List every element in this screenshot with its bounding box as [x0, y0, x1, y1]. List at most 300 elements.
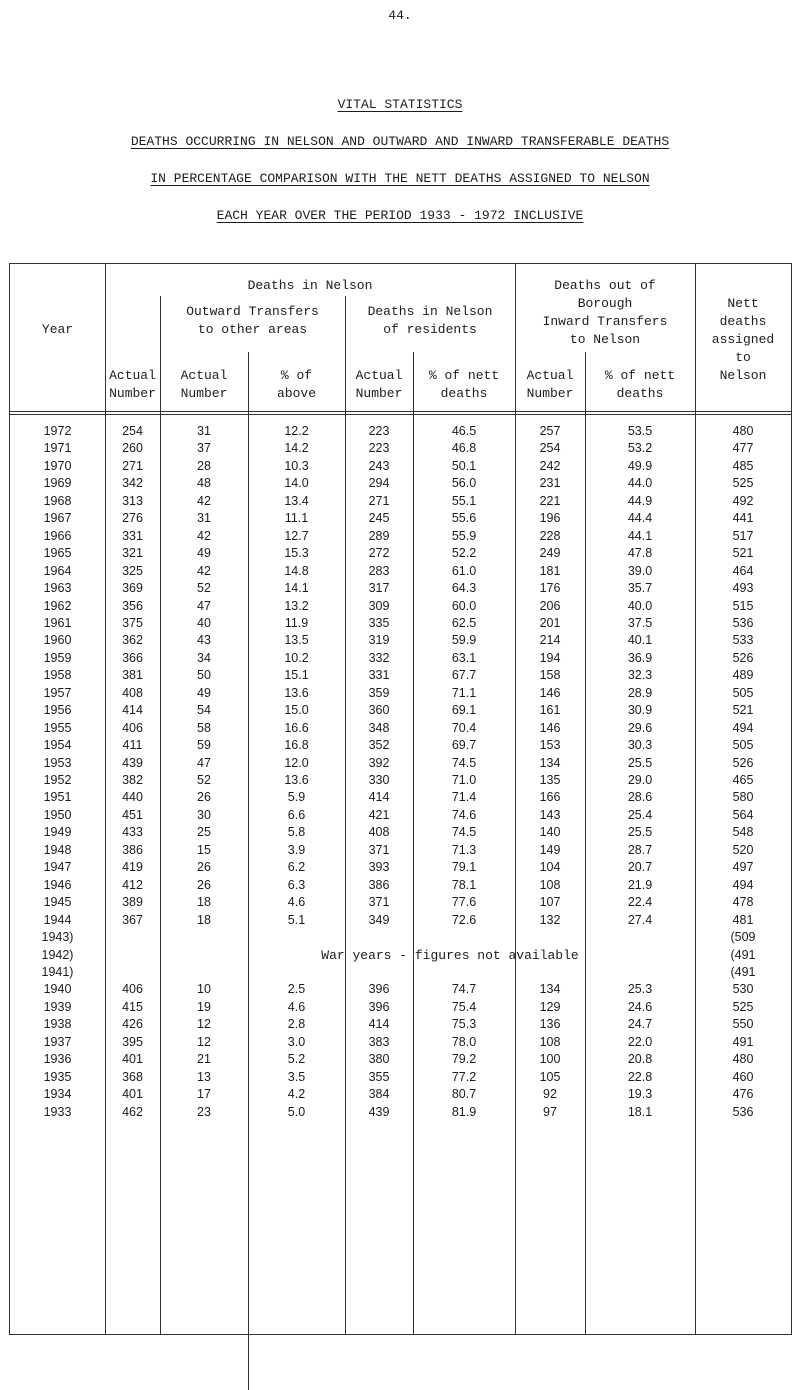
cell-outward-number: 42 — [197, 493, 211, 508]
cell-res-pct: 69.1 — [451, 703, 477, 718]
header-number-2: Number — [180, 386, 228, 401]
cell-year: 1933 — [43, 1104, 72, 1119]
table-row — [10, 860, 791, 878]
cell-inward-number: 228 — [539, 528, 561, 543]
cell-outward-number: 26 — [197, 860, 211, 875]
cell-res-number: 439 — [368, 1104, 390, 1119]
cell-res-pct: 74.6 — [451, 807, 477, 822]
cell-actual-number: 408 — [122, 685, 143, 700]
table-row — [10, 773, 791, 791]
cell-res-pct: 71.3 — [451, 842, 477, 857]
header-deaths-nett: deaths — [719, 314, 767, 329]
cell-inward-pct: 49.9 — [627, 458, 653, 473]
cell-year: 1970 — [43, 458, 72, 473]
cell-res-number: 319 — [368, 633, 390, 648]
cell-outward-pct: 2.8 — [287, 1017, 306, 1032]
cell-res-pct: 71.4 — [451, 790, 477, 805]
cell-year: 1940 — [43, 982, 72, 997]
cell-inward-pct: 25.5 — [627, 755, 653, 770]
cell-res-pct: 77.6 — [451, 895, 477, 910]
cell-res-number: 421 — [368, 807, 390, 822]
cell-year: 1967 — [43, 511, 72, 526]
cell-inward-number: 206 — [539, 598, 561, 613]
cell-res-number: 386 — [368, 877, 390, 892]
cell-nett: 580 — [732, 790, 754, 805]
cell-outward-number: 52 — [197, 581, 211, 596]
cell-outward-pct: 5.0 — [287, 1104, 306, 1119]
table-row — [10, 895, 791, 913]
cell-inward-pct: 44.0 — [627, 476, 653, 491]
cell-outward-pct: 13.5 — [284, 633, 309, 648]
cell-res-pct: 63.1 — [451, 650, 477, 665]
cell-outward-pct: 16.6 — [284, 720, 309, 735]
cell-outward-number: 34 — [197, 650, 211, 665]
cell-outward-pct: 10.3 — [284, 458, 309, 473]
cell-year: 1958 — [43, 668, 72, 683]
cell-nett: 478 — [732, 895, 754, 910]
cell-actual-number: 254 — [122, 424, 143, 438]
cell-nett: 536 — [732, 1104, 754, 1119]
cell-outward-number: 40 — [197, 615, 211, 630]
cell-year: 1955 — [43, 720, 72, 735]
cell-actual-number: 368 — [122, 1069, 143, 1084]
cell-year: 1972 — [43, 424, 72, 438]
cell-res-number: 223 — [368, 424, 390, 438]
cell-res-pct: 46.5 — [451, 424, 477, 438]
cell-outward-number: 42 — [197, 563, 211, 578]
cell-res-pct: 78.1 — [451, 877, 477, 892]
cell-year: 1934 — [43, 1087, 72, 1102]
cell-res-pct: 64.3 — [451, 581, 477, 596]
cell-inward-number: 149 — [539, 842, 561, 857]
cell-inward-pct: 30.9 — [627, 703, 653, 718]
cell-year: 1944 — [43, 912, 72, 927]
cell-outward-number: 18 — [197, 895, 211, 910]
cell-nett: 476 — [732, 1087, 754, 1102]
header-deaths-residents: Deaths in Nelson — [367, 304, 493, 319]
table-row — [10, 564, 791, 582]
cell-res-pct: 79.2 — [451, 1052, 477, 1067]
cell-nett: 550 — [732, 1017, 754, 1032]
table-row — [10, 843, 791, 861]
cell-res-pct: 61.0 — [451, 563, 477, 578]
cell-outward-number: 47 — [197, 755, 211, 770]
cell-inward-pct: 47.8 — [627, 546, 653, 561]
cell-outward-number: 43 — [197, 633, 211, 648]
cell-res-number: 335 — [368, 615, 390, 630]
cell-res-pct: 69.7 — [451, 738, 477, 753]
cell-outward-pct: 12.0 — [284, 755, 309, 770]
cell-nett: 505 — [732, 738, 754, 753]
cell-year: 1936 — [43, 1052, 72, 1067]
cell-year: 1937 — [43, 1034, 72, 1049]
cell-outward-pct: 3.0 — [287, 1034, 306, 1049]
cell-outward-number: 49 — [197, 685, 211, 700]
cell-res-number: 396 — [368, 999, 390, 1014]
header-pct-of: % of — [280, 368, 313, 383]
page-number: 44. — [388, 8, 412, 23]
cell-outward-number: 26 — [197, 790, 211, 805]
cell-inward-pct: 40.1 — [627, 633, 653, 648]
table-row — [10, 459, 791, 477]
table-row — [10, 721, 791, 739]
header-actual-3: Actual — [355, 368, 403, 383]
cell-outward-pct: 13.4 — [284, 493, 309, 508]
cell-actual-number: 369 — [122, 581, 143, 596]
subtitle-line-2: IN PERCENTAGE COMPARISON WITH THE NETT DEATHS ASSIGNED TO NELSON — [150, 171, 650, 186]
header-to-nelson: to Nelson — [569, 332, 641, 347]
cell-res-number: 330 — [368, 773, 390, 787]
cell-res-number: 243 — [368, 458, 390, 473]
cell-res-number: 349 — [368, 912, 390, 927]
cell-res-number: 414 — [368, 1017, 390, 1032]
cell-res-number: 332 — [368, 650, 390, 665]
cell-res-pct: 71.1 — [451, 685, 477, 700]
cell-outward-number: 13 — [197, 1069, 211, 1084]
cell-year: 1957 — [43, 685, 72, 700]
cell-inward-pct: 35.7 — [627, 581, 653, 596]
cell-outward-number: 12 — [197, 1034, 211, 1049]
cell-inward-number: 135 — [539, 773, 561, 787]
cell-inward-number: 129 — [539, 999, 561, 1014]
header-divider-double — [10, 414, 791, 415]
cell-res-number: 414 — [368, 790, 390, 805]
cell-outward-pct: 14.0 — [284, 476, 309, 491]
table-row — [10, 546, 791, 564]
cell-inward-number: 92 — [543, 1087, 557, 1102]
cell-nett: 485 — [732, 458, 754, 473]
cell-nett: 480 — [732, 1052, 754, 1067]
cell-outward-pct: 14.1 — [284, 581, 309, 596]
cell-res-number: 348 — [368, 720, 390, 735]
cell-inward-pct: 53.5 — [627, 424, 653, 438]
cell-inward-pct: 53.2 — [627, 441, 653, 456]
cell-inward-number: 176 — [539, 581, 561, 596]
cell-outward-pct: 2.5 — [287, 982, 306, 997]
table-row — [10, 982, 791, 1000]
cell-actual-number: 313 — [122, 493, 143, 508]
cell-nett: 491 — [732, 1034, 754, 1049]
cell-res-pct: 55.1 — [451, 493, 477, 508]
cell-outward-number: 48 — [197, 476, 211, 491]
cell-year: 1950 — [43, 807, 72, 822]
table-row — [10, 633, 791, 651]
table-row — [10, 738, 791, 756]
cell-actual-number: 386 — [122, 842, 143, 857]
cell-inward-number: 136 — [539, 1017, 561, 1032]
cell-year: 1943) — [41, 930, 74, 945]
cell-nett: 465 — [732, 773, 754, 787]
cell-res-pct: 78.0 — [451, 1034, 477, 1049]
cell-nett: 515 — [732, 598, 754, 613]
cell-actual-number: 412 — [122, 877, 143, 892]
cell-res-number: 294 — [368, 476, 390, 491]
cell-res-number: 355 — [368, 1069, 390, 1084]
cell-res-number: 396 — [368, 982, 390, 997]
cell-nett: 517 — [732, 528, 754, 543]
cell-actual-number: 411 — [122, 738, 143, 753]
cell-res-number: 371 — [368, 842, 390, 857]
header-deaths-1: deaths — [440, 386, 488, 401]
cell-res-number: 384 — [368, 1087, 390, 1102]
cell-inward-number: 254 — [539, 441, 561, 456]
table-row — [10, 808, 791, 826]
cell-outward-pct: 15.1 — [284, 668, 309, 683]
cell-res-pct: 62.5 — [451, 615, 477, 630]
cell-inward-number: 134 — [539, 755, 561, 770]
cell-res-pct: 75.3 — [451, 1017, 477, 1032]
header-outward-transfers: Outward Transfers — [186, 304, 319, 319]
cell-res-pct: 55.9 — [451, 528, 477, 543]
cell-res-pct: 67.7 — [451, 668, 477, 683]
cell-actual-number: 271 — [122, 458, 143, 473]
cell-year: 1951 — [43, 790, 72, 805]
header-inward-transfers: Inward Transfers — [542, 314, 668, 329]
cell-actual-number: 433 — [122, 825, 143, 840]
cell-res-pct: 72.6 — [451, 912, 477, 927]
header-number-3: Number — [355, 386, 403, 401]
cell-nett: 564 — [732, 807, 754, 822]
cell-actual-number: 381 — [122, 668, 143, 683]
cell-outward-pct: 4.2 — [287, 1087, 306, 1102]
cell-inward-number: 143 — [539, 807, 561, 822]
cell-res-number: 331 — [368, 668, 390, 683]
cell-actual-number: 440 — [122, 790, 143, 805]
war-years-note: War years - figures not available — [321, 947, 579, 963]
cell-inward-number: 161 — [539, 703, 561, 718]
table-row — [10, 790, 791, 808]
cell-year: 1959 — [43, 650, 72, 665]
cell-outward-pct: 6.2 — [287, 860, 306, 875]
cell-year: 1935 — [43, 1069, 72, 1084]
cell-outward-number: 25 — [197, 825, 211, 840]
cell-res-number: 272 — [368, 546, 390, 561]
cell-inward-pct: 24.7 — [627, 1017, 653, 1032]
table-row — [10, 529, 791, 547]
header-actual-4: Actual — [526, 368, 574, 383]
cell-actual-number: 401 — [122, 1087, 143, 1102]
cell-actual-number: 389 — [122, 895, 143, 910]
cell-inward-number: 134 — [539, 982, 561, 997]
header-deaths-out: Deaths out of — [554, 278, 656, 293]
table-row — [10, 668, 791, 686]
cell-res-pct: 74.5 — [451, 755, 477, 770]
cell-res-number: 408 — [368, 825, 390, 840]
cell-outward-number: 28 — [197, 458, 211, 473]
cell-res-pct: 80.7 — [451, 1087, 477, 1102]
cell-actual-number: 426 — [122, 1017, 143, 1032]
header-assigned: assigned — [711, 332, 775, 347]
cell-inward-pct: 20.8 — [627, 1052, 653, 1067]
cell-res-number: 392 — [368, 755, 390, 770]
cell-actual-number: 406 — [122, 982, 143, 997]
cell-actual-number: 331 — [122, 528, 143, 543]
cell-outward-pct: 12.2 — [284, 424, 309, 438]
cell-outward-number: 15 — [197, 842, 211, 857]
cell-res-pct: 55.6 — [451, 511, 477, 526]
table-row — [10, 913, 791, 931]
table-row — [10, 511, 791, 529]
cell-outward-pct: 3.5 — [287, 1069, 306, 1084]
cell-nett: 520 — [732, 842, 754, 857]
cell-inward-number: 97 — [543, 1104, 557, 1119]
cell-inward-number: 196 — [539, 511, 561, 526]
cell-year: 1949 — [43, 825, 72, 840]
cell-nett: 505 — [732, 685, 754, 700]
cell-outward-pct: 10.2 — [284, 650, 309, 665]
table-row — [10, 825, 791, 843]
header-nett: Nett — [727, 296, 759, 311]
table-row — [10, 756, 791, 774]
cell-res-pct: 60.0 — [451, 598, 477, 613]
vital-statistics-table — [9, 263, 792, 1335]
cell-year: 1946 — [43, 877, 72, 892]
cell-year: 1962 — [43, 598, 72, 613]
cell-outward-pct: 14.8 — [284, 563, 309, 578]
cell-inward-pct: 18.1 — [627, 1104, 653, 1119]
cell-res-pct: 74.7 — [451, 982, 477, 997]
cell-res-pct: 77.2 — [451, 1069, 477, 1084]
cell-res-number: 245 — [368, 511, 390, 526]
cell-outward-number: 31 — [197, 424, 211, 438]
cell-outward-pct: 13.6 — [284, 685, 309, 700]
cell-nett: 526 — [732, 755, 754, 770]
cell-outward-pct: 5.1 — [287, 912, 306, 927]
cell-inward-number: 242 — [539, 458, 561, 473]
cell-outward-pct: 13.2 — [284, 598, 309, 613]
cell-res-number: 371 — [368, 895, 390, 910]
cell-outward-number: 21 — [197, 1052, 211, 1067]
cell-nett: 548 — [732, 825, 754, 840]
cell-inward-pct: 44.9 — [627, 493, 653, 508]
cell-res-pct: 74.5 — [451, 825, 477, 840]
header-number-4: Number — [526, 386, 574, 401]
table-row — [10, 1035, 791, 1053]
cell-res-number: 317 — [368, 581, 390, 596]
cell-year: 1952 — [43, 773, 72, 787]
header-actual-1: Actual — [109, 368, 156, 383]
cell-inward-pct: 25.5 — [627, 825, 653, 840]
cell-inward-number: 146 — [539, 685, 561, 700]
cell-year: 1960 — [43, 633, 72, 648]
cell-outward-number: 19 — [197, 999, 211, 1014]
table-row — [10, 599, 791, 617]
cell-res-number: 283 — [368, 563, 390, 578]
cell-outward-number: 18 — [197, 912, 211, 927]
cell-res-number: 271 — [368, 493, 390, 508]
cell-year: 1966 — [43, 528, 72, 543]
table-row — [10, 494, 791, 512]
cell-inward-number: 257 — [539, 424, 561, 438]
table-row — [10, 616, 791, 634]
cell-res-number: 352 — [368, 738, 390, 753]
table-row — [10, 1000, 791, 1018]
cell-outward-pct: 13.6 — [284, 773, 309, 787]
cell-nett: 493 — [732, 581, 754, 596]
cell-outward-number: 47 — [197, 598, 211, 613]
cell-nett: 530 — [732, 982, 754, 997]
cell-actual-number: 356 — [122, 598, 143, 613]
cell-outward-number: 12 — [197, 1017, 211, 1032]
cell-outward-pct: 12.7 — [284, 528, 309, 543]
table-row — [10, 441, 791, 459]
cell-actual-number: 367 — [122, 912, 143, 927]
cell-inward-number: 108 — [539, 877, 561, 892]
cell-nett: 441 — [732, 511, 754, 526]
cell-nett: 533 — [732, 633, 754, 648]
cell-inward-number: 146 — [539, 720, 561, 735]
cell-year: 1939 — [43, 999, 72, 1014]
cell-actual-number: 415 — [122, 999, 143, 1014]
cell-inward-number: 214 — [539, 633, 561, 648]
cell-inward-pct: 20.7 — [627, 860, 653, 875]
table-row — [10, 1017, 791, 1035]
cell-inward-number: 201 — [539, 615, 561, 630]
cell-outward-pct: 15.3 — [284, 546, 309, 561]
cell-nett: 480 — [732, 424, 754, 438]
cell-nett: 492 — [732, 493, 754, 508]
cell-inward-number: 194 — [539, 650, 561, 665]
cell-actual-number: 260 — [122, 441, 143, 456]
cell-inward-pct: 44.1 — [627, 528, 653, 543]
cell-res-number: 393 — [368, 860, 390, 875]
cell-res-number: 359 — [368, 685, 390, 700]
cell-res-pct: 56.0 — [451, 476, 477, 491]
cell-actual-number: 401 — [122, 1052, 143, 1067]
cell-res-pct: 52.2 — [451, 546, 477, 561]
header-divider — [10, 411, 791, 412]
header-to: to — [735, 350, 751, 365]
cell-nett: (491 — [730, 947, 756, 962]
page-title: VITAL STATISTICS — [337, 97, 463, 112]
cell-nett: (509 — [730, 930, 756, 945]
table-row — [10, 581, 791, 599]
cell-inward-number: 105 — [539, 1069, 561, 1084]
table-row — [10, 1052, 791, 1070]
cell-inward-pct: 22.4 — [627, 895, 653, 910]
cell-year: 1956 — [43, 703, 72, 718]
cell-res-pct: 70.4 — [451, 720, 477, 735]
cell-actual-number: 382 — [122, 773, 143, 787]
header-actual-2: Actual — [180, 368, 228, 383]
header-deaths-2: deaths — [616, 386, 664, 401]
cell-res-number: 383 — [368, 1034, 390, 1049]
cell-year: 1964 — [43, 563, 72, 578]
cell-outward-pct: 5.8 — [287, 825, 306, 840]
header-pct-nett-1: % of nett — [428, 368, 500, 383]
cell-inward-pct: 22.8 — [627, 1069, 653, 1084]
cell-actual-number: 395 — [122, 1034, 143, 1049]
cell-nett: 536 — [732, 615, 754, 630]
cell-res-pct: 79.1 — [451, 860, 477, 875]
header-year: Year — [41, 322, 74, 337]
cell-outward-pct: 6.6 — [287, 807, 306, 822]
cell-inward-pct: 28.6 — [627, 790, 653, 805]
cell-outward-number: 10 — [197, 982, 211, 997]
cell-outward-pct: 11.9 — [284, 615, 309, 630]
cell-nett: 521 — [732, 546, 754, 561]
cell-res-number: 223 — [368, 441, 390, 456]
cell-actual-number: 342 — [122, 476, 143, 491]
cell-outward-number: 37 — [197, 441, 211, 456]
cell-actual-number: 276 — [122, 511, 143, 526]
cell-inward-number: 166 — [539, 790, 561, 805]
cell-actual-number: 362 — [122, 633, 143, 648]
cell-inward-number: 108 — [539, 1034, 561, 1049]
cell-actual-number: 366 — [122, 650, 143, 665]
cell-inward-number: 140 — [539, 825, 561, 840]
cell-outward-number: 52 — [197, 773, 211, 787]
